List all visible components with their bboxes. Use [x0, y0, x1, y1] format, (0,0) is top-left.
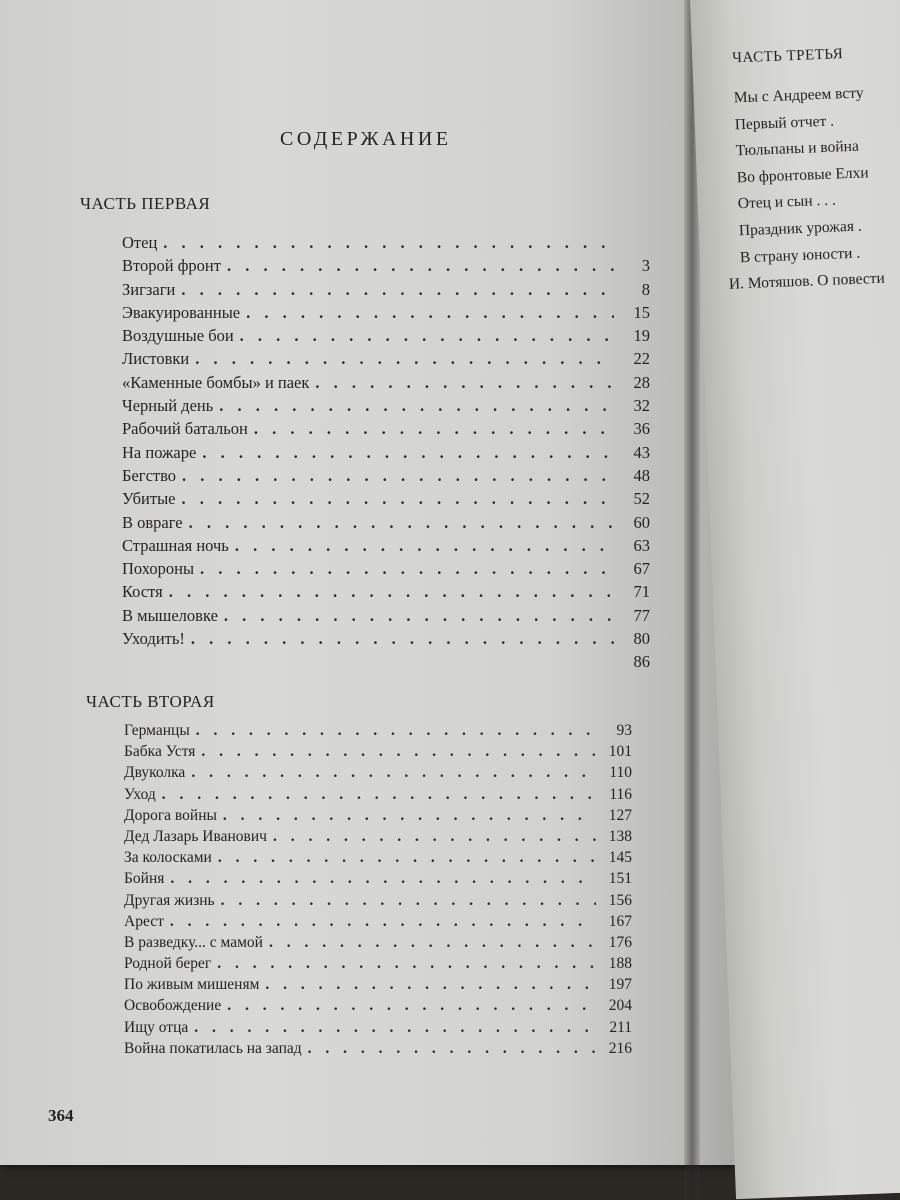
toc-entry-title: Костя — [122, 582, 163, 602]
toc-entry-title: Германцы — [124, 722, 190, 739]
toc-entry-title: Отец — [122, 233, 158, 252]
toc-entry-title: Бабка Устя — [124, 743, 196, 761]
toc-entry-title: Ищу отца — [124, 1018, 189, 1036]
toc-entry — [124, 934, 632, 955]
toc-entry — [122, 513, 650, 536]
toc-entry — [124, 870, 632, 891]
toc-entry-page: 77 — [633, 605, 650, 625]
toc-entry-title: Дед Лазарь Иванович — [124, 827, 267, 845]
dot-leader — [202, 443, 614, 463]
toc-entry — [122, 233, 650, 256]
toc-entry: Праздник урожая . — [738, 217, 863, 240]
dot-leader — [200, 559, 614, 579]
toc-entry — [122, 582, 650, 605]
toc-entry — [124, 1019, 632, 1040]
toc-entry-page: 188 — [608, 955, 632, 973]
toc-entry-page: 101 — [608, 743, 632, 761]
toc-entry-title: Похороны — [122, 559, 195, 579]
toc-entry-page: 71 — [633, 582, 650, 602]
toc-entry: Отец и сын . . . — [737, 191, 837, 213]
toc-entry-page: 63 — [633, 535, 650, 555]
toc-entry-page: 3 — [641, 256, 650, 276]
toc-entry-page: 48 — [633, 465, 650, 485]
dot-leader — [254, 419, 614, 439]
toc-entry-title: Зигзаги — [122, 279, 176, 299]
toc-entry-title: Второй фронт — [122, 256, 221, 276]
toc-entry-title: Черный день — [122, 396, 214, 416]
dot-leader — [196, 722, 596, 740]
dot-leader — [162, 786, 596, 804]
dot-leader — [194, 1019, 596, 1037]
toc-entry — [122, 466, 650, 489]
toc-entry — [122, 303, 650, 326]
toc-entry-page: 15 — [633, 302, 650, 322]
toc-entry-title: Арест — [124, 912, 164, 930]
part-two-heading: ЧАСТЬ ВТОРАЯ — [86, 692, 215, 711]
toc-entry: Во фронтовые Елхи — [736, 164, 869, 187]
toc-entry — [124, 828, 632, 849]
toc-entry — [124, 722, 632, 743]
toc-entry-title: Другая жизнь — [124, 891, 215, 909]
toc-entry-title: Уход — [124, 785, 156, 803]
toc-entry-title: Эвакуированные — [122, 302, 241, 322]
toc-entry-page: 197 — [608, 976, 632, 994]
toc-entry-page: 156 — [608, 891, 632, 909]
toc-entry — [122, 373, 650, 396]
dot-leader — [235, 536, 614, 556]
dot-leader — [169, 582, 614, 602]
toc-entry-title: Страшная ночь — [122, 535, 229, 555]
toc-entry-page: 86 — [633, 652, 650, 672]
toc-entry — [124, 892, 632, 913]
toc-entry-page: 116 — [609, 785, 632, 803]
toc-entry — [122, 326, 650, 349]
dot-leader — [170, 870, 596, 888]
toc-entry-page: 22 — [633, 349, 650, 369]
toc-entry-title: В разведку... с мамой — [124, 933, 263, 951]
toc-entry — [122, 396, 650, 419]
toc-entry-page: 211 — [609, 1018, 632, 1036]
toc-entry — [124, 955, 632, 976]
toc-entry — [124, 976, 632, 997]
dot-leader — [240, 326, 614, 346]
toc-entry-page: 60 — [633, 512, 650, 532]
dot-leader — [221, 892, 596, 910]
toc-entry-title: Уходить! — [122, 629, 185, 649]
toc-entry — [122, 419, 650, 442]
toc-entry — [122, 559, 650, 582]
dot-leader — [191, 764, 596, 782]
toc-entry — [122, 280, 650, 303]
toc-entry-title: В овраге — [122, 512, 183, 532]
page-number: 364 — [48, 1106, 74, 1125]
toc-entry — [122, 256, 650, 279]
dot-leader — [201, 743, 596, 761]
toc-entry — [124, 849, 632, 870]
dot-leader — [308, 1040, 596, 1058]
toc-entry-page: 28 — [633, 372, 650, 392]
toc-title: СОДЕРЖАНИЕ — [280, 128, 452, 150]
toc-entry-page: 8 — [641, 279, 650, 299]
dot-leader — [181, 280, 614, 300]
toc-entry-page: 93 — [616, 722, 632, 739]
toc-entry: В страну юности . — [739, 244, 861, 266]
dot-leader — [273, 828, 596, 846]
toc-entry-title: Рабочий батальон — [122, 419, 248, 439]
dot-leader — [227, 256, 614, 276]
toc-entry — [124, 743, 632, 764]
toc-entry-title: На пожаре — [122, 442, 197, 462]
toc-entry-page: 80 — [633, 629, 650, 649]
toc-entry-page: 67 — [633, 559, 650, 579]
dot-leader — [246, 303, 614, 323]
toc-entry — [122, 489, 650, 512]
toc-entry-title: Дорога войны — [124, 806, 217, 824]
toc-entry-title: Двуколка — [124, 764, 186, 782]
dot-leader — [170, 913, 596, 931]
dot-leader — [219, 396, 614, 416]
dot-leader — [265, 976, 596, 994]
toc-entry-title: Убитые — [122, 489, 176, 509]
toc-entry-page: 176 — [608, 933, 632, 951]
toc-entry — [122, 606, 650, 629]
toc-entry-page: 19 — [633, 326, 650, 346]
toc-entry-title: Освобождение — [124, 997, 222, 1015]
toc-entry-title: Бегство — [122, 465, 177, 485]
dot-leader — [191, 629, 614, 649]
dot-leader — [269, 934, 596, 952]
toc-entry-page: 204 — [608, 997, 632, 1015]
toc-entry-title: Воздушные бои — [122, 326, 234, 346]
toc-entry — [122, 349, 650, 372]
dot-leader — [163, 233, 614, 253]
toc-entry — [122, 629, 650, 652]
toc-entry — [124, 786, 632, 807]
toc-entry-page: 216 — [608, 1039, 632, 1057]
toc-entry — [124, 807, 632, 828]
toc-entry-title: «Каменные бомбы» и паек — [122, 372, 310, 392]
toc-entry-title: Родной берег — [124, 955, 212, 973]
dot-leader — [189, 513, 614, 533]
dot-leader — [227, 997, 596, 1015]
right-page-content — [728, 43, 900, 302]
toc-entry-title: За колосками — [124, 849, 212, 867]
toc-entry: Мы с Андреем всту — [733, 84, 864, 107]
dot-leader — [218, 849, 596, 867]
dot-leader — [182, 489, 615, 509]
toc-entry-page: 43 — [633, 442, 650, 462]
toc-entry — [124, 913, 632, 934]
dot-leader — [315, 373, 614, 393]
toc-entry-page: 167 — [608, 912, 632, 930]
toc-entry — [122, 443, 650, 466]
dot-leader — [195, 349, 614, 369]
dot-leader — [223, 807, 596, 825]
toc-entry-page: 36 — [633, 419, 650, 439]
toc-entry-page: 52 — [633, 489, 650, 509]
part-two-entries — [124, 722, 632, 1061]
part-three-heading: ЧАСТЬ ТРЕТЬЯ — [731, 46, 844, 67]
toc-entry-title: В мышеловке — [122, 605, 218, 625]
dot-leader — [217, 955, 596, 973]
toc-entry: Тюльпаны и война — [735, 137, 860, 160]
toc-entry-page: 138 — [608, 827, 632, 845]
toc-entry-page: 151 — [608, 870, 632, 888]
part-one-heading: ЧАСТЬ ПЕРВАЯ — [80, 194, 211, 213]
toc-entry — [122, 536, 650, 559]
toc-entry-title: Листовки — [122, 349, 190, 369]
toc-entry-page: 32 — [633, 396, 650, 416]
toc-entry-afterword: И. Мотяшов. О повести — [728, 269, 886, 293]
toc-entry — [124, 764, 632, 785]
dot-leader — [224, 606, 614, 626]
toc-entry-page: 110 — [609, 764, 632, 782]
toc-entry-title: По живым мишеням — [124, 976, 260, 994]
toc-entry-page: 145 — [608, 849, 632, 867]
toc-entry — [124, 1040, 632, 1061]
part-three-entries — [728, 82, 900, 302]
toc-entry-title: Бойня — [124, 870, 165, 888]
toc-entry — [124, 997, 632, 1018]
toc-entry: Первый отчет . — [734, 112, 835, 133]
toc-entry-title: Война покатилась на запад — [124, 1039, 302, 1057]
toc-entry-page: 127 — [608, 806, 632, 824]
toc-entry — [122, 652, 650, 675]
dot-leader — [182, 466, 614, 486]
part-one-entries — [122, 233, 650, 676]
